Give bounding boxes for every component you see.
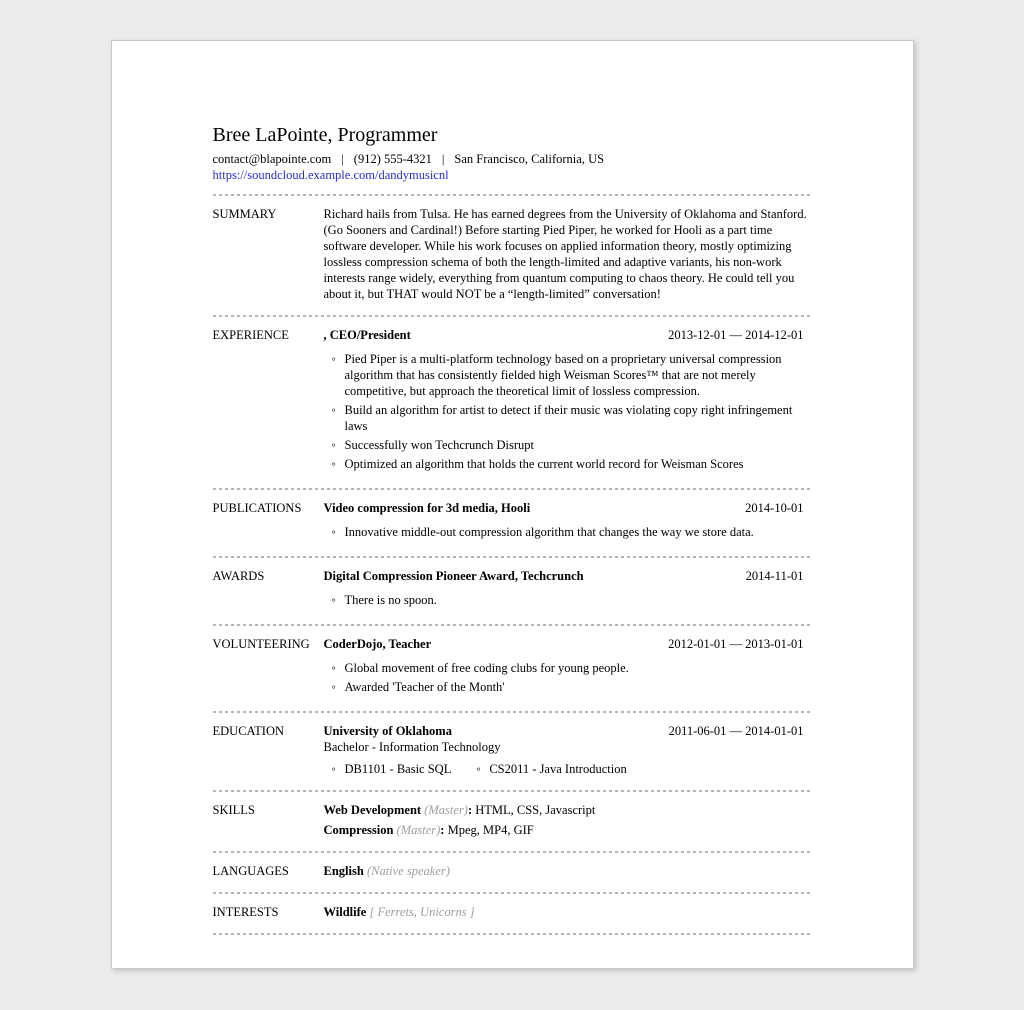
skill-item [324, 822, 813, 838]
skill-level: (Master) [424, 803, 468, 817]
experience-bullet-list [324, 351, 813, 472]
interest-name: Wildlife [323, 905, 367, 919]
section-label-education: EDUCATION [212, 724, 285, 738]
skill-level: (Master) [396, 823, 441, 837]
interest-item [324, 904, 813, 920]
section-divider [213, 933, 813, 935]
language-name: English [323, 864, 364, 878]
experience-title: , CEO/President [323, 328, 411, 342]
section-summary [213, 196, 813, 315]
skill-item [324, 802, 813, 818]
pipe-separator: | [341, 152, 344, 166]
section-label-publications: PUBLICATIONS [212, 501, 302, 515]
section-experience [213, 317, 813, 488]
award-date: 2014-11-01 [745, 569, 804, 583]
skill-name: Web Development [323, 803, 422, 817]
contact-line [213, 151, 813, 167]
skill-keywords: HTML, CSS, Javascript [475, 803, 596, 817]
section-label-interests: INTERESTS [212, 905, 279, 919]
section-publications [213, 490, 813, 556]
experience-dates: 2013-12-01 — 2014-12-01 [668, 328, 804, 342]
award-bullet-list [324, 592, 813, 608]
section-label-volunteering: VOLUNTEERING [212, 637, 310, 651]
language-item [324, 863, 813, 879]
publication-bullet-list [324, 524, 813, 540]
bullet-item: ◦ Global movement of free coding clubs for young people. [345, 660, 813, 676]
website-line [213, 167, 813, 183]
bullet-item: ◦ Innovative middle-out compression algorithm that changes the way we store data. [345, 524, 813, 540]
award-title: Digital Compression Pioneer Award, Techcrunch [323, 569, 584, 583]
section-volunteering [213, 626, 813, 711]
name-title: Bree LaPointe, Programmer [212, 124, 438, 146]
section-skills [213, 792, 813, 851]
bullet-item: ◦ Build an algorithm for artist to detect if their music was violating copy right infringement laws [345, 402, 813, 434]
skill-colon: : [467, 803, 473, 817]
skill-keywords: Mpeg, MP4, GIF [447, 823, 534, 837]
education-course-list [324, 761, 813, 777]
bullet-item: ◦ There is no spoon. [345, 592, 813, 608]
course-item: ◦ CS2011 - Java Introduction [489, 761, 626, 777]
bullet-item: ◦ Pied Piper is a multi-platform technology based on a proprietary universal compression algorithm that has consistently fielded high Weisman Scores™ that are not merely competitive, but approach the theoretical limit of lossless compression. [345, 351, 813, 399]
resume-page [111, 40, 914, 969]
pipe-separator: | [441, 152, 445, 166]
section-languages [213, 853, 813, 892]
bullet-item: ◦ Optimized an algorithm that holds the current world record for Weisman Scores [345, 456, 813, 472]
section-label-experience: EXPERIENCE [212, 328, 289, 342]
section-education [213, 713, 813, 790]
website-link[interactable]: https://soundcloud.example.com/dandymusicnl [212, 168, 449, 182]
interest-keywords: [ Ferrets, Unicorns ] [369, 905, 475, 919]
volunteering-bullet-list [324, 660, 813, 695]
publication-title: Video compression for 3d media, Hooli [323, 501, 531, 515]
email-text: contact@blapointe.com [212, 152, 332, 166]
education-school: University of Oklahoma [323, 724, 452, 738]
summary-text: Richard hails from Tulsa. He has earned degrees from the University of Oklahoma and Stanford. (Go Sooners and Cardinal!) Before starting Pied Piper, he worked for Hooli as a part time software developer. While his work focuses on applied information theory, mostly optimizing lossless compression schema of both the length-limited and adaptive variants, his non-work interests range widely, everything from quantum computing to chaos theory. He could tell you about it, but THAT would NOT be a “length-limited” conversation! [323, 207, 807, 301]
resume-document [112, 41, 913, 935]
education-dates: 2011-06-01 — 2014-01-01 [668, 724, 804, 738]
volunteering-dates: 2012-01-01 — 2013-01-01 [668, 637, 804, 651]
section-awards [213, 558, 813, 624]
skill-colon: : [440, 823, 445, 837]
section-label-languages: LANGUAGES [212, 864, 289, 878]
section-label-skills: SKILLS [212, 803, 255, 817]
publication-date: 2014-10-01 [745, 501, 804, 515]
location-text: San Francisco, California, US [454, 152, 605, 166]
bullet-item: ◦ Successfully won Techcrunch Disrupt [345, 437, 813, 453]
section-label-awards: AWARDS [212, 569, 265, 583]
volunteering-title: CoderDojo, Teacher [323, 637, 432, 651]
resume-header [213, 123, 813, 194]
bullet-item: ◦ Awarded 'Teacher of the Month' [345, 679, 813, 695]
section-label-summary: SUMMARY [212, 207, 277, 221]
phone-text: (912) 555-4321 [353, 152, 432, 166]
section-interests [213, 894, 813, 933]
course-item: ◦ DB1101 - Basic SQL [345, 761, 452, 777]
education-degree: Bachelor - Information Technology [323, 740, 501, 754]
skill-name: Compression [323, 823, 394, 837]
language-fluency: (Native speaker) [366, 864, 450, 878]
